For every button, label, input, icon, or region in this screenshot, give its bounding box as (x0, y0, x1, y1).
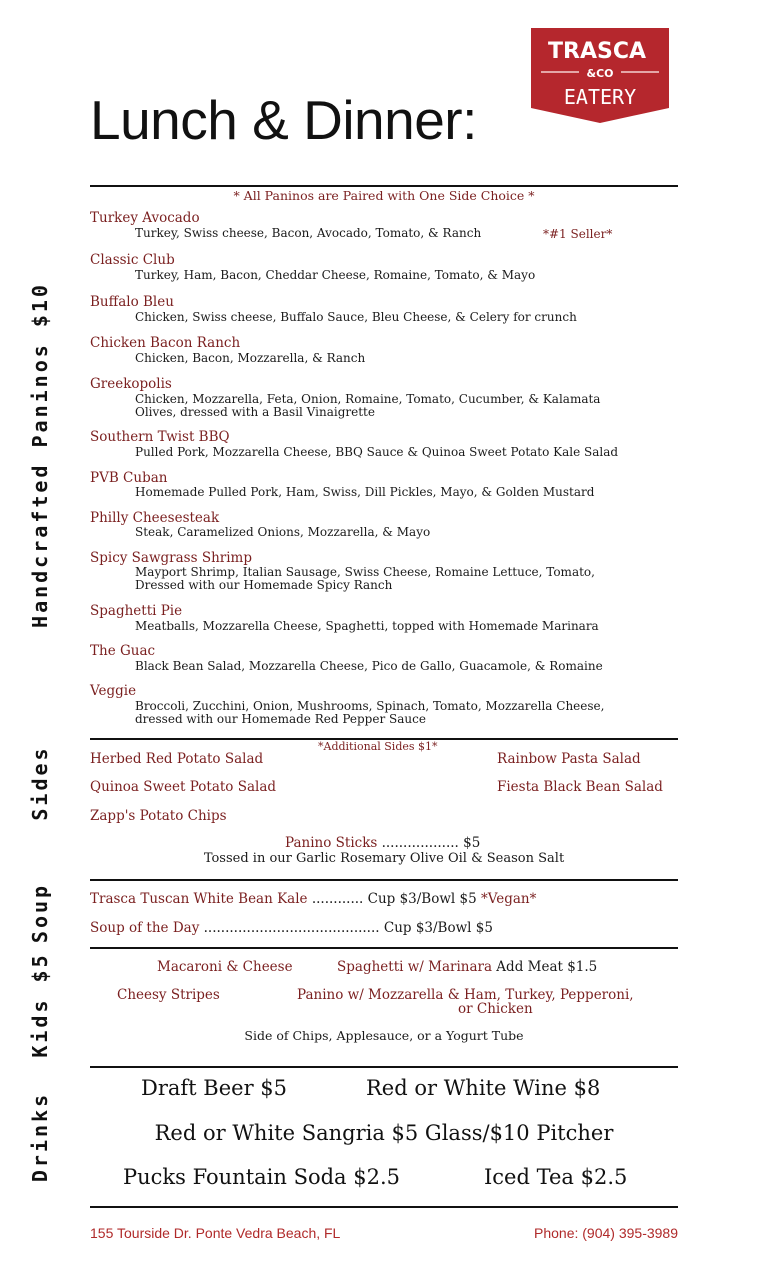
panino-sticks (285, 835, 480, 851)
footer-phone: Phone: (904) 395-3989 (534, 1225, 678, 1241)
panino-sticks-price: .................. $5 (377, 835, 481, 851)
drink-item: Red or White Sangria $5 Glass/$10 Pitcher (154, 1121, 614, 1145)
divider (90, 185, 678, 187)
panino-name: Turkey Avocado (90, 210, 200, 226)
panino-name: Philly Cheesesteak (90, 510, 220, 526)
panino-desc: Chicken, Swiss cheese, Buffalo Sauce, Bleu Cheese, & Celery for crunch (135, 310, 577, 324)
page-title: Lunch & Dinner: (90, 89, 477, 151)
section-label-sides: Sides (28, 745, 52, 821)
panino-desc: Black Bean Salad, Mozzarella Cheese, Pico de Gallo, Guacamole, & Romaine (135, 659, 603, 673)
drink-item: Pucks Fountain Soda $2.5 (123, 1165, 401, 1189)
best-seller-badge: *#1 Seller* (543, 227, 613, 241)
soup-name: Trasca Tuscan White Bean Kale (90, 891, 308, 907)
panino-desc: Steak, Caramelized Onions, Mozzarella, & Mayo (135, 525, 431, 539)
kids-item-name: Spaghetti w/ Marinara (337, 959, 493, 975)
kids-item: Cheesy Stripes (117, 987, 220, 1003)
sides-note: *Additional Sides $1* (318, 740, 438, 753)
section-label-paninos: Handcrafted Paninos $10 (28, 282, 52, 628)
side-item: Herbed Red Potato Salad (90, 751, 264, 767)
drink-item: Red or White Wine $8 (366, 1076, 601, 1100)
divider (90, 1066, 678, 1068)
kids-item-cont: or Chicken (458, 1001, 533, 1017)
paninos-note: * All Paninos are Paired with One Side Choice * (233, 188, 535, 203)
panino-desc: Mayport Shrimp, Italian Sausage, Swiss Cheese, Romaine Lettuce, Tomato, Dressed with our Homemade Spicy Ranch (135, 565, 595, 592)
panino-name: Spicy Sawgrass Shrimp (90, 550, 252, 566)
kids-item: Macaroni & Cheese (157, 959, 293, 975)
panino-desc: Chicken, Mozzarella, Feta, Onion, Romaine, Tomato, Cucumber, & Kalamata Olives, dressed with a Basil Vinaigrette (135, 392, 601, 419)
svg-text:&CO: &CO (586, 67, 614, 80)
soup-item (90, 891, 536, 907)
panino-name: Southern Twist BBQ (90, 429, 230, 445)
footer-address: 155 Tourside Dr. Ponte Vedra Beach, FL (90, 1225, 341, 1241)
drink-item: Draft Beer $5 (141, 1076, 288, 1100)
panino-desc: Meatballs, Mozzarella Cheese, Spaghetti, topped with Homemade Marinara (135, 619, 599, 633)
drink-item: Iced Tea $2.5 (484, 1165, 628, 1189)
divider (90, 879, 678, 881)
panino-name: The Guac (90, 643, 156, 659)
side-item: Zapp's Potato Chips (90, 808, 227, 824)
panino-desc: Chicken, Bacon, Mozzarella, & Ranch (135, 351, 366, 365)
section-label-drinks: Drinks (28, 1091, 52, 1183)
panino-name: Spaghetti Pie (90, 603, 183, 619)
panino-name: Veggie (90, 683, 137, 699)
svg-text:TRASCA: TRASCA (548, 39, 646, 64)
vegan-badge: *Vegan* (476, 891, 537, 907)
side-item: Rainbow Pasta Salad (497, 751, 641, 767)
divider (90, 947, 678, 949)
panino-desc: Turkey, Ham, Bacon, Cheddar Cheese, Romaine, Tomato, & Mayo (135, 268, 536, 282)
side-item: Quinoa Sweet Potato Salad (90, 779, 277, 795)
leader-dots: ......................................... (199, 920, 384, 936)
soup-name: Soup of the Day (90, 920, 200, 936)
panino-desc: Pulled Pork, Mozzarella Cheese, BBQ Sauce & Quinoa Sweet Potato Kale Salad (135, 445, 619, 459)
add-meat-price: Add Meat $1.5 (492, 959, 598, 975)
panino-sticks-desc: Tossed in our Garlic Rosemary Olive Oil & Season Salt (203, 851, 565, 866)
side-item: Fiesta Black Bean Salad (497, 779, 663, 795)
soup-item (90, 920, 493, 936)
svg-text:EATERY: EATERY (563, 85, 637, 109)
kids-item: Panino w/ Mozzarella & Ham, Turkey, Pepperoni, (297, 987, 634, 1003)
panino-name: Classic Club (90, 252, 175, 268)
leader-dots: ............ (307, 891, 368, 907)
panino-desc: Turkey, Swiss cheese, Bacon, Avocado, Tomato, & Ranch (135, 226, 482, 240)
trasca-logo (531, 28, 669, 123)
panino-name: Buffalo Bleu (90, 294, 174, 310)
panino-sticks-name: Panino Sticks (285, 835, 378, 851)
soup-price: Cup $3/Bowl $5 (383, 920, 493, 936)
panino-desc: Broccoli, Zucchini, Onion, Mushrooms, Spinach, Tomato, Mozzarella Cheese, dressed with our Homemade Red Pepper Sauce (135, 699, 605, 726)
panino-name: Greekopolis (90, 376, 172, 392)
kids-item (337, 959, 597, 975)
soup-price: Cup $3/Bowl $5 (367, 891, 477, 907)
section-label-kids: Kids $5 (28, 952, 52, 1058)
panino-name: Chicken Bacon Ranch (90, 335, 241, 351)
divider (90, 1206, 678, 1208)
panino-desc: Homemade Pulled Pork, Ham, Swiss, Dill Pickles, Mayo, & Golden Mustard (135, 485, 595, 499)
kids-sides: Side of Chips, Applesauce, or a Yogurt Tube (244, 1028, 524, 1043)
panino-name: PVB Cuban (90, 470, 168, 486)
section-label-soup: Soup (28, 882, 52, 944)
